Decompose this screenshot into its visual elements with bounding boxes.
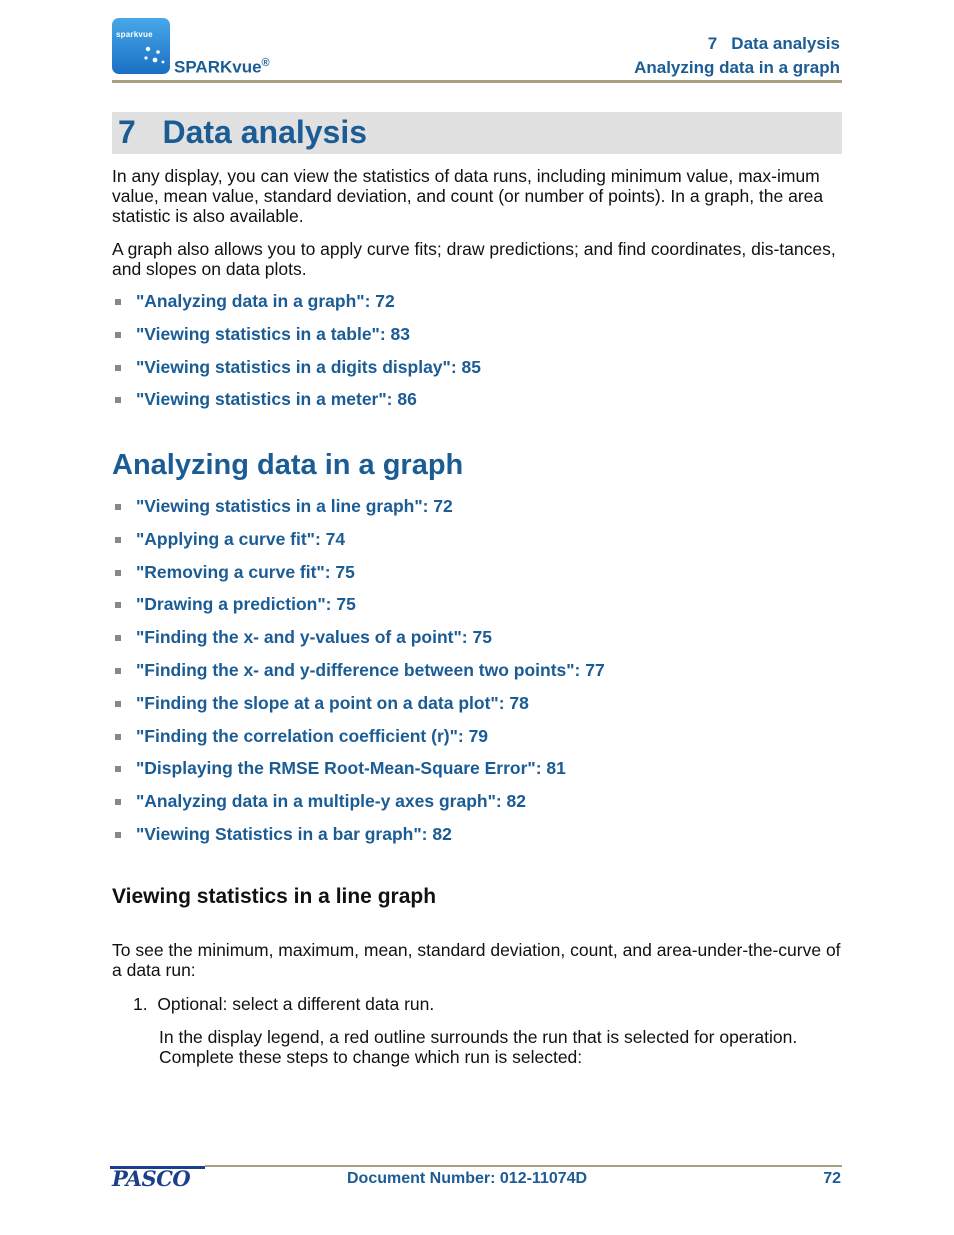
- chapter-title: 7 Data analysis: [118, 114, 368, 150]
- list-item: [112, 824, 605, 857]
- product-label: SPARKvue: [174, 57, 262, 77]
- cross-reference-link[interactable]: "Viewing Statistics in a bar graph": 82: [136, 823, 452, 844]
- list-item: [112, 726, 605, 759]
- chapter-link-list: [112, 291, 481, 422]
- bullet-icon: [115, 332, 121, 338]
- subsection-title: Viewing statistics in a line graph: [112, 885, 437, 908]
- header-section-ref: Analyzing data in a graph: [634, 58, 840, 77]
- bullet-icon: [115, 832, 121, 838]
- cross-reference-link[interactable]: "Finding the x- and y-difference between two points": 77: [136, 659, 605, 680]
- cross-reference-link[interactable]: "Viewing statistics in a digits display": 85: [136, 356, 481, 377]
- cross-reference-link[interactable]: "Analyzing data in a multiple-y axes graph": 82: [136, 791, 527, 812]
- section-link-list: [112, 496, 605, 857]
- bullet-icon: [115, 799, 121, 805]
- list-item: [112, 758, 605, 791]
- list-item: [112, 791, 605, 824]
- product-name: [174, 57, 270, 78]
- logo-wordmark: sparkvue: [116, 30, 153, 39]
- cross-reference-link[interactable]: "Removing a curve fit": 75: [136, 561, 355, 582]
- subsection-paragraph: To see the minimum, maximum, mean, standard deviation, count, and area-under-the-curve of a data run:: [112, 940, 841, 980]
- pasco-logo: PASCO: [112, 1166, 191, 1191]
- bullet-icon: [115, 504, 121, 510]
- cross-reference-link[interactable]: "Finding the slope at a point on a data plot": 78: [136, 692, 529, 713]
- cross-reference-link[interactable]: "Viewing statistics in a line graph": 72: [136, 496, 453, 516]
- cross-reference-link[interactable]: "Displaying the RMSE Root-Mean-Square Error": 81: [136, 758, 566, 779]
- bullet-icon: [115, 397, 121, 403]
- cross-reference-link[interactable]: "Drawing a prediction": 75: [136, 594, 356, 615]
- footer-rule: [205, 1165, 842, 1167]
- bullet-icon: [115, 537, 121, 543]
- list-item: [112, 496, 605, 529]
- intro-paragraph-2: A graph also allows you to apply curve fits; draw predictions; and find coordinates, dis-tances, and slopes on data plots.: [112, 239, 836, 279]
- step-1-body: In the display legend, a red outline surrounds the run that is selected for operation. Complete these steps to change which run is selected:: [159, 1027, 798, 1067]
- bullet-icon: [115, 570, 121, 576]
- cross-reference-link[interactable]: "Viewing statistics in a meter": 86: [136, 389, 417, 410]
- bullet-icon: [115, 365, 121, 371]
- bullet-icon: [115, 701, 121, 707]
- bullet-icon: [115, 668, 121, 674]
- bullet-icon: [115, 734, 121, 740]
- list-item: [112, 291, 481, 324]
- bullet-icon: [115, 635, 121, 641]
- list-item: [112, 693, 605, 726]
- logo-dots-icon: [142, 44, 166, 68]
- bullet-icon: [115, 602, 121, 608]
- sparkvue-logo: [112, 18, 170, 74]
- bullet-icon: [115, 766, 121, 772]
- list-item: [112, 529, 605, 562]
- step-1: 1. Optional: select a different data run.: [133, 994, 435, 1014]
- running-header: [634, 32, 840, 80]
- list-item: [112, 627, 605, 660]
- cross-reference-link[interactable]: "Applying a curve fit": 74: [136, 528, 346, 549]
- cross-reference-link[interactable]: "Finding the correlation coefficient (r)": 79: [136, 725, 489, 746]
- list-item: [112, 389, 481, 422]
- registered-mark: ®: [261, 57, 270, 69]
- cross-reference-link[interactable]: "Analyzing data in a graph": 72: [136, 291, 395, 311]
- header-chapter-ref: 7 Data analysis: [707, 34, 840, 53]
- section-title: Analyzing data in a graph: [112, 449, 464, 481]
- intro-paragraph-1: In any display, you can view the statistics of data runs, including minimum value, max-imum value, mean value, standard deviation, and count (or number of points). In a graph, the area statistic is also available.: [112, 166, 824, 226]
- bullet-icon: [115, 299, 121, 305]
- cross-reference-link[interactable]: "Finding the x- and y-values of a point": 75: [136, 627, 492, 648]
- document-number: Document Number: 012-11074D: [347, 1170, 588, 1187]
- list-item: [112, 357, 481, 390]
- list-item: [112, 562, 605, 595]
- page-number: 72: [823, 1170, 841, 1187]
- list-item: [112, 660, 605, 693]
- header-rule: [112, 80, 842, 83]
- cross-reference-link[interactable]: "Viewing statistics in a table": 83: [136, 323, 411, 344]
- list-item: [112, 594, 605, 627]
- list-item: [112, 324, 481, 357]
